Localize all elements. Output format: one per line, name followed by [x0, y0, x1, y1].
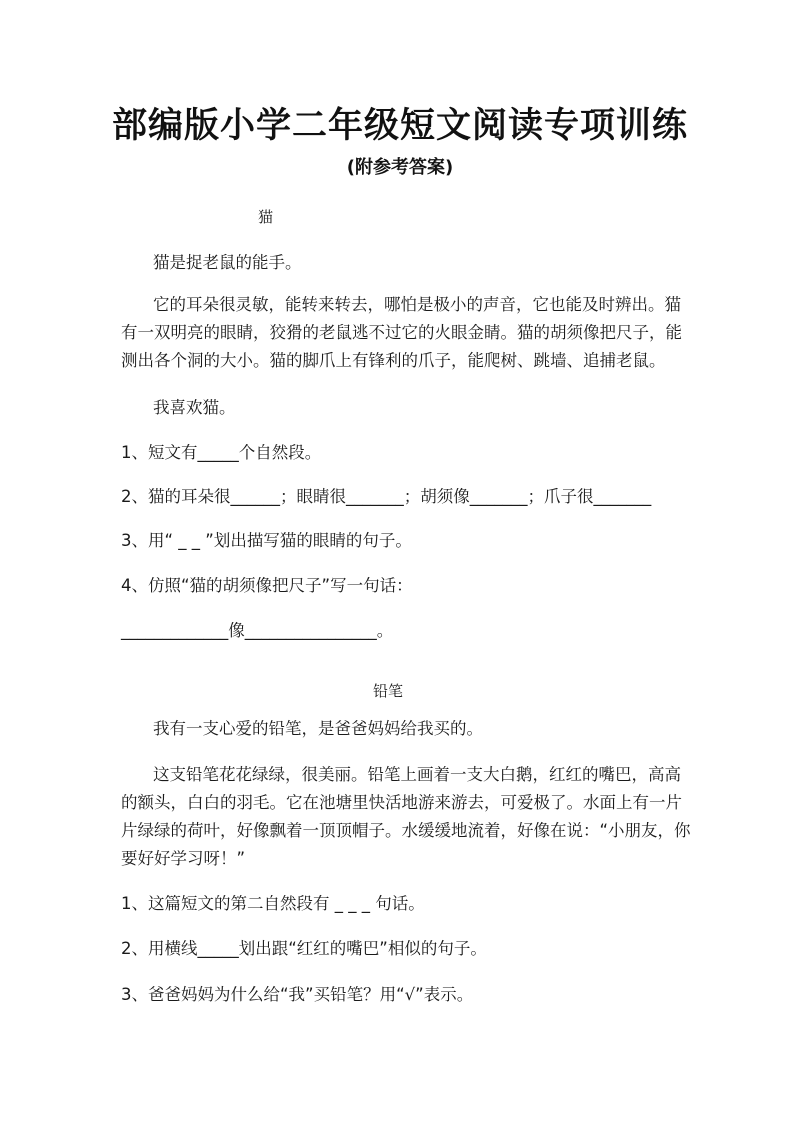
passage1-paragraph2-line1: 它的耳朵很灵敏，能转来转去，哪怕是极小的声音，它也能及时辨出。猫 — [153, 295, 681, 314]
passage1-question4: 4、仿照“猫的胡须像把尺子”写一句话： — [121, 576, 413, 595]
page-subtitle: (附参考答案) — [346, 157, 454, 178]
passage2-paragraph2-line4: 要好好学习呀！” — [121, 849, 246, 868]
passage2-paragraph2-line3: 片绿绿的荷叶，好像飘着一顶顶帽子。水缓缓地流着，好像在说：“小朋友，你 — [121, 821, 691, 840]
passage2-heading: 铅笔 — [373, 682, 404, 700]
passage1-paragraph3: 我喜欢猫。 — [153, 398, 236, 417]
passage1-question2: 2、猫的耳朵很______；眼睛很_______；胡须像_______；爪子很_______ — [121, 487, 652, 506]
passage1-heading: 猫 — [258, 208, 274, 226]
page-title: 部编版小学二年级短文阅读专项训练 — [111, 106, 688, 146]
passage1-paragraph2-line2: 有一双明亮的眼睛，狡猾的老鼠逃不过它的火眼金睛。猫的胡须像把尺子，能 — [121, 323, 682, 342]
passage1-paragraph1: 猫是捉老鼠的能手。 — [153, 253, 302, 272]
passage2-question2: 2、用横线_____划出跟“红红的嘴巴”相似的句子。 — [121, 939, 487, 958]
passage1-question1: 1、短文有_____个自然段。 — [121, 443, 322, 462]
passage1-question4-answer-line: _____________像________________。 — [121, 621, 394, 640]
passage2-paragraph2-line1: 这支铅笔花花绿绿，很美丽。铅笔上画着一支大白鹅，红红的嘴巴，高高 — [153, 765, 681, 784]
passage2-paragraph2-line2: 的额头，白白的羽毛。它在池塘里快活地游来游去，可爱极了。水面上有一片 — [121, 793, 682, 812]
passage2-question3: 3、爸爸妈妈为什么给“我”买铅笔？用“√”表示。 — [121, 985, 474, 1004]
passage2-question1: 1、这篇短文的第二自然段有 _ _ _ 句话。 — [121, 894, 425, 913]
passage2-paragraph1: 我有一支心爱的铅笔，是爸爸妈妈给我买的。 — [153, 719, 483, 738]
passage1-question3: 3、用“ _ _ ”划出描写猫的眼睛的句子。 — [121, 531, 412, 550]
passage1-paragraph2-line3: 测出各个洞的大小。猫的脚爪上有锋利的爪子，能爬树、跳墙、追捕老鼠。 — [121, 351, 666, 370]
